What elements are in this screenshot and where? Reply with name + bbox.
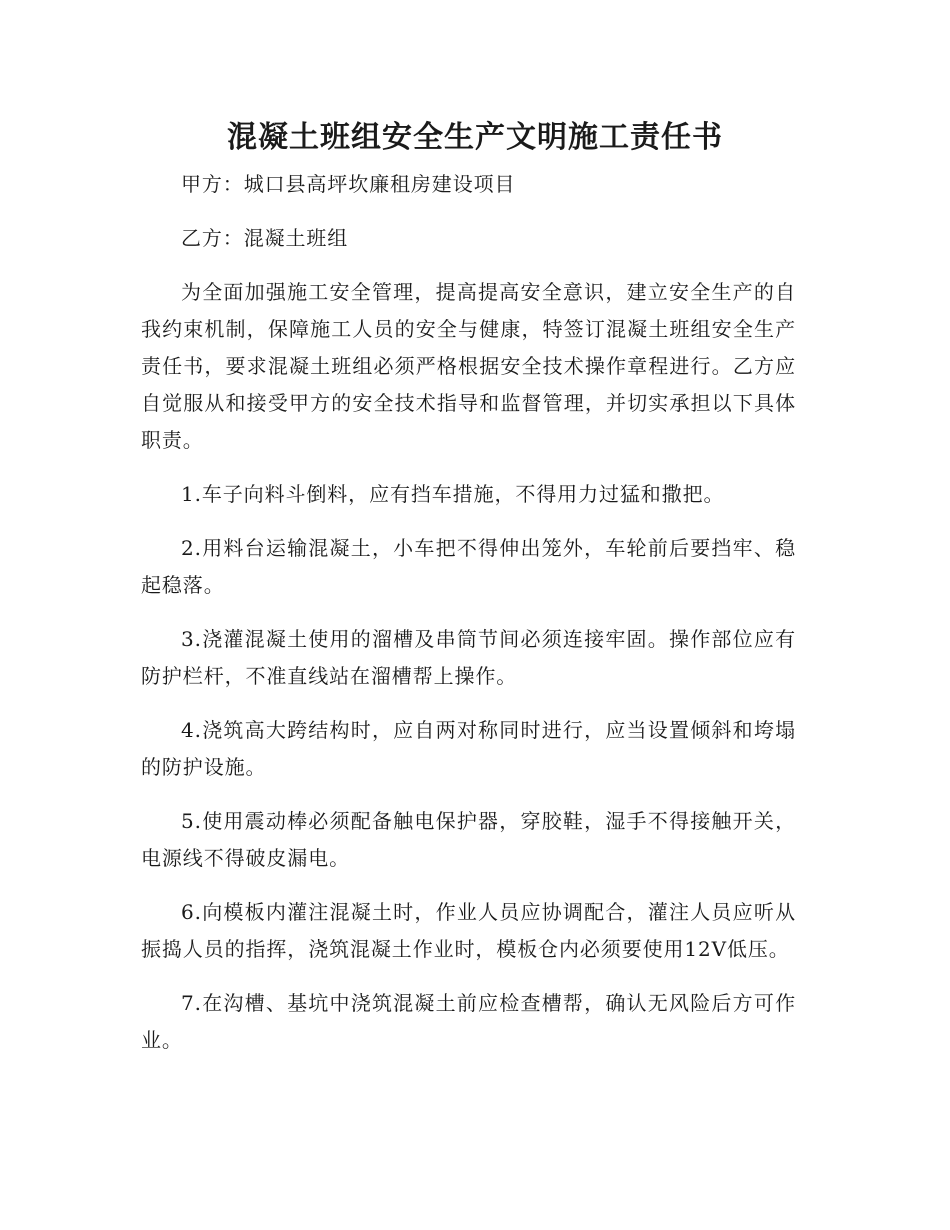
- party-b: 乙方：混凝土班组: [181, 226, 349, 250]
- duty-item-3: 3.浇灌混凝土使用的溜槽及串筒节间必须连接牢固。操作部位应有防护栏杆，不准直线站在溜槽帮上操作。: [141, 627, 796, 688]
- duty-item-5: 5.使用震动棒必须配备触电保护器，穿胶鞋，湿手不得接触开关，电源线不得破皮漏电。: [141, 809, 796, 870]
- party-a: 甲方：城口县高坪坎廉租房建设项目: [181, 172, 516, 196]
- intro-paragraph: 为全面加强施工安全管理，提高提高安全意识，建立安全生产的自我约束机制，保障施工人员的安全与健康，特签订混凝土班组安全生产责任书，要求混凝土班组必须严格根据安全技术操作章程进行。乙方应自觉服从和接受甲方的安全技术指导和监督管理，并切实承担以下具体职责。: [141, 280, 796, 452]
- document-body: [141, 166, 796, 1076]
- duty-item-4: 4.浇筑高大跨结构时，应自两对称同时进行，应当设置倾斜和垮塌的防护设施。: [141, 718, 796, 779]
- document-title: 混凝土班组安全生产文明施工责任书: [227, 120, 723, 155]
- duty-item-7: 7.在沟槽、基坑中浇筑混凝土前应检查槽帮，确认无风险后方可作业。: [141, 991, 796, 1052]
- duty-item-6: 6.向模板内灌注混凝土时，作业人员应协调配合，灌注人员应听从振捣人员的指挥，浇筑混凝土作业时，模板仓内必须要使用12V低压。: [141, 900, 796, 961]
- duty-item-2: 2.用料台运输混凝土，小车把不得伸出笼外，车轮前后要挡牢、稳起稳落。: [141, 536, 796, 597]
- duty-item-1: 1.车子向料斗倒料，应有挡车措施，不得用力过猛和撒把。: [181, 482, 725, 506]
